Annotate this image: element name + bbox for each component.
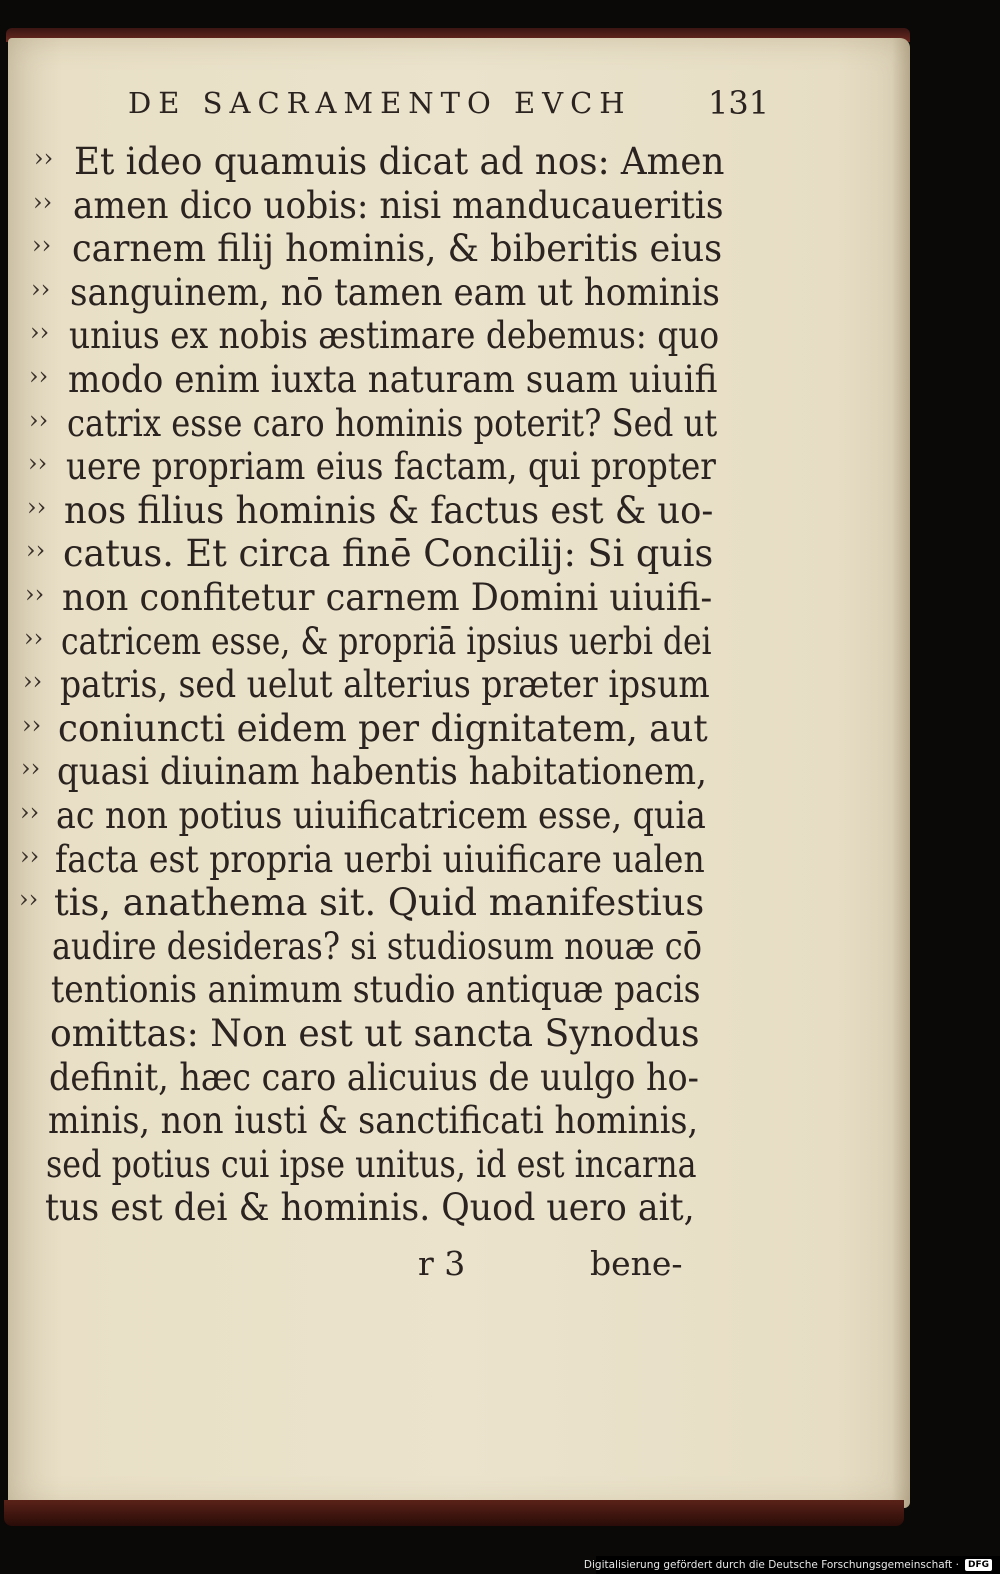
text-line <box>8 620 768 664</box>
text-line <box>8 532 768 576</box>
quotation-mark: ›› <box>29 405 49 434</box>
credit-text: Digitalisierung gefördert durch die Deutsche Forschungsgemeinschaft · <box>583 1559 959 1571</box>
line-text: facta est propria uerbi uiuificare ualen <box>55 837 705 881</box>
text-line <box>8 794 768 838</box>
text-line <box>8 140 768 184</box>
line-text: sed potius cui ipse unitus, id est incarna <box>46 1142 697 1186</box>
text-line <box>8 750 768 794</box>
page-leaf <box>8 38 910 1508</box>
text-line <box>8 968 768 1012</box>
line-text: uere propriam eius factam, qui propter <box>66 445 716 489</box>
quotation-mark: ›› <box>21 754 41 783</box>
quotation-mark: ›› <box>34 144 54 172</box>
text-line <box>8 184 768 228</box>
running-head: DE SACRAMENTO EVCH <box>128 86 632 120</box>
text-line <box>8 881 768 925</box>
quotation-mark: ›› <box>22 710 42 739</box>
text-line <box>8 576 768 620</box>
text-line <box>8 1143 768 1187</box>
text-line <box>8 707 768 751</box>
text-line <box>8 1012 768 1056</box>
line-text: catus. Et circa finē Concilij: Si quis <box>63 532 714 576</box>
quotation-mark: ›› <box>27 492 47 521</box>
quotation-mark: ›› <box>25 580 45 608</box>
line-text: nos filius hominis & factus est & uo- <box>64 488 714 532</box>
text-line <box>8 838 768 882</box>
line-text: catricem esse, & propriā ipsius uerbi dei <box>61 619 712 663</box>
line-text: tis, anathema sit. Quid manifestius <box>54 881 705 925</box>
dfg-logo: DFG <box>965 1559 992 1571</box>
line-text: quasi diuinam habentis habitationem, <box>57 750 707 794</box>
page-number: 131 <box>708 84 770 122</box>
page-footer <box>408 1244 708 1288</box>
line-text: non confitetur carnem Domini uiuifi- <box>62 576 713 619</box>
line-text: tentionis animum studio antiquæ pacis <box>51 968 701 1012</box>
line-text: ac non potius uiuificatricem esse, quia <box>56 794 706 837</box>
line-text: coniuncti eidem per dignitatem, aut <box>58 706 708 750</box>
quotation-mark: ›› <box>24 623 44 652</box>
catchword: bene- <box>590 1244 683 1283</box>
digitization-credit-bar <box>583 1556 1000 1574</box>
text-line <box>8 402 768 446</box>
quotation-mark: ›› <box>26 536 46 565</box>
text-line <box>8 1056 768 1100</box>
text-line <box>8 314 768 358</box>
text-line <box>8 358 768 402</box>
signature-mark: r 3 <box>418 1244 466 1283</box>
quotation-mark: ›› <box>28 449 48 478</box>
quotation-mark: ›› <box>19 885 39 914</box>
line-text: amen dico uobis: nisi manducaueritis <box>73 183 724 227</box>
line-text: carnem filij hominis, & biberitis eius <box>72 227 723 271</box>
line-text: minis, non iusti & sanctificati hominis, <box>48 1099 699 1143</box>
line-text: omittas: Non est ut sancta Synodus <box>50 1012 700 1055</box>
line-text: Et ideo quamuis dicat ad nos: Amen <box>74 140 725 183</box>
quotation-mark: ›› <box>29 362 49 390</box>
line-text: audire desideras? si studiosum nouæ cō <box>52 924 702 968</box>
quotation-mark: ›› <box>31 274 51 303</box>
quotation-mark: ›› <box>32 231 52 260</box>
text-line <box>8 445 768 489</box>
quotation-mark: ›› <box>30 318 50 347</box>
text-line <box>8 925 768 969</box>
line-text: sanguinem, nō tamen eam ut hominis <box>70 270 720 314</box>
line-text: patris, sed uelut alterius præter ipsum <box>60 663 710 707</box>
quotation-mark: ›› <box>23 667 43 696</box>
line-text: catrix esse caro hominis poterit? Sed ut <box>67 401 718 445</box>
line-text: definit, hæc caro alicuius de uulgo ho- <box>49 1055 699 1099</box>
book-bottom-edge <box>4 1500 904 1526</box>
quotation-mark: ›› <box>33 187 53 216</box>
text-line <box>8 1186 768 1230</box>
text-line <box>8 271 768 315</box>
line-text: tus est dei & hominis. Quod uero ait, <box>45 1186 695 1230</box>
text-line <box>8 663 768 707</box>
text-line <box>8 227 768 271</box>
text-line <box>8 489 768 533</box>
quotation-mark: ›› <box>20 841 40 870</box>
line-text: unius ex nobis æstimare debemus: quo <box>69 314 720 358</box>
text-line <box>8 1099 768 1143</box>
quotation-mark: ›› <box>20 798 40 826</box>
line-text: modo enim iuxta naturam suam uiuifi <box>68 358 718 401</box>
